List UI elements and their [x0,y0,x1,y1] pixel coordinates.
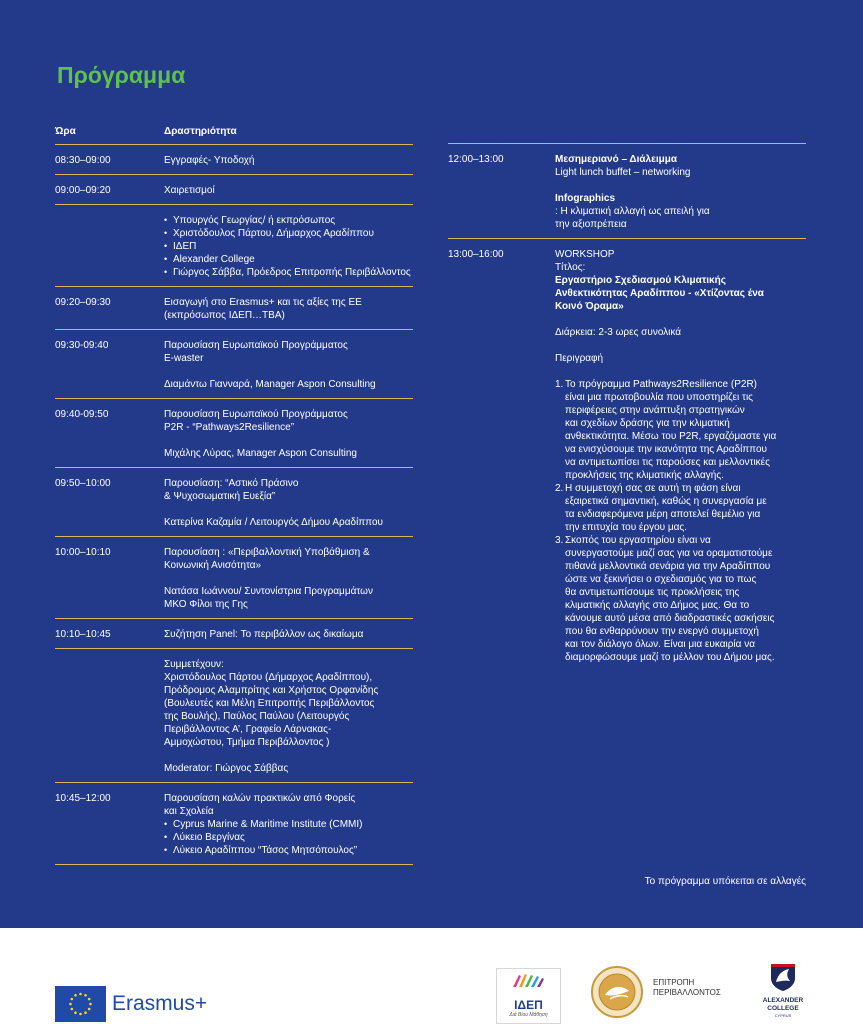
item-line: είναι μια πρωτοβουλία που υποστηρίζει τις [565,392,753,403]
item-number: 3. [555,535,564,546]
participants-label: Συμμετέχουν: [164,659,224,670]
row-text-line: και Σχολεία [164,806,214,817]
participants-line: της Βουλής), Παύλος Παύλου (Λειτουργός [164,711,350,722]
list-item [555,534,806,664]
ac-line: CYPRUS [774,1013,792,1018]
item-line: να αντιμετωπίσει τις παρούσες και μελλοντικές [565,457,770,468]
item-line: να ενισχύσουμε την ικανότητα της Αραδίππου [565,444,767,455]
table-row [55,468,413,537]
alexander-shield-icon [769,962,797,992]
list-item: • Γιώργος Σάββα, Πρόεδρος Επιτροπής Περιβάλλοντος [164,266,413,279]
item-line: Το πρόγραμμα Pathways2Resilience (P2R) [565,379,757,390]
item-line: κάνουμε αυτό μέσα από διαδραστικές ασκήσεις [565,613,775,624]
row-time: 09:40-09:50 [55,409,109,420]
env-line: ΕΠΙΤΡΟΠΗ [653,978,695,987]
item-line: Η συμμετοχή σας σε αυτή τη φάση είναι [565,483,741,494]
row-text-line: Παρουσίαση Ευρωπαϊκού Προγράμματος [164,340,348,351]
infographics-label: Infographics [555,193,616,204]
table-row [55,205,413,287]
env-line: ΠΕΡΙΒΑΛΛΟΝΤΟΣ [653,988,721,997]
table-row [55,145,413,175]
moderator: Moderator: Γιώργος Σάββας [164,763,289,774]
row-text-line: Εισαγωγή στο Erasmus+ και τις αξίες της ΕΕ [164,297,362,308]
table-row [55,619,413,649]
row-text: Εγγραφές- Υποδοχή [164,155,255,166]
page-title: Πρόγραμμα [57,62,186,88]
item-line: εξαιρετικά σημαντική, καθώς η συνεργασία με [565,496,767,507]
row-time: 10:45–12:00 [55,793,111,804]
schedule-left-column [55,124,413,865]
table-row [55,783,413,865]
participants-line: Χριστόδουλος Πάρτου (Δήμαρχος Αραδίππου), [164,672,373,683]
item-number: 2. [555,483,564,494]
table-row [55,537,413,619]
practice-list [164,818,413,857]
workshop-title: Ανθεκτικότητας Αραδίππου - «Χτίζοντας ένα [555,288,764,299]
item-line: και τον διάλογο όλων. Είναι μια ευκαιρία να [565,639,755,650]
participants-line: Περιβάλλοντος Α’, Γραφείο Λάρνακας- [164,724,332,735]
row-text-line: Παρουσίαση : «Περιβαλλοντική Υποβάθμιση & [164,547,370,558]
schedule-right-column [448,143,806,671]
item-number: 1. [555,379,564,390]
alexander-college-logo [760,962,806,1022]
footer [0,928,863,1024]
idep-mark-icon [509,973,549,989]
row-text-line: Παρουσίαση καλών πρακτικών από Φορείς [164,793,356,804]
item-line: κλιματικής αλλαγής στο Δήμος μας. Θα το [565,600,750,611]
idep-logo [496,968,561,1024]
idep-tagline: Διά Βίου Μάθηση [509,1012,548,1018]
row-text-line: & Ψυχοσωματική Ευεξία” [164,491,276,502]
environment-seal-icon [590,965,644,1019]
row-text: Χαιρετισμοί [164,185,215,196]
infographics-text: : Η κλιματική αλλαγή ως απειλή για [555,206,710,217]
list-item: • Χριστόδουλος Πάρτου, Δήμαρχος Αραδίππου [164,227,413,240]
row-time: 09:20–09:30 [55,297,111,308]
list-item: • ΙΔΕΠ [164,240,413,253]
speaker-name: Νατάσα Ιωάννου/ Συντονίστρια Προγραμμάτων [164,586,373,597]
row-text-line: Παρουσίαση Ευρωπαϊκού Προγράμματος [164,409,348,420]
item-line: που θα ενθαρρύνουν την ενεργό συμμετοχή [565,626,759,637]
item-line: θα αντιμετωπίσουμε τις προκλήσεις της [565,587,740,598]
eu-flag-icon [55,986,106,1022]
row-time: 10:10–10:45 [55,629,111,640]
workshop-title: Κοινό Όραμα» [555,301,624,312]
header-activity: Δραστηριότητα [164,126,237,137]
participants-line: Πρόδρομος Αλαμπρίτης και Χρήστος Ορφανίδης [164,685,379,696]
item-line: διαμορφώσουμε μαζί το μέλλον του Δήμου μας. [565,652,775,663]
item-line: ώστε να ξεκινήσει ο σχεδιασμός για το πως [565,574,757,585]
table-row [55,330,413,399]
erasmus-wordmark: Erasmus+ [112,992,208,1015]
item-line: πιθανά μελλοντικά σενάρια για την Αραδίππου [565,561,771,572]
speaker-name: Διαμάντω Γιανναρά, Manager Aspon Consulting [164,379,376,390]
list-item: • Λύκειο Αραδίππου “Τάσος Μητσόπουλος” [164,844,413,857]
workshop-label: WORKSHOP [555,249,615,260]
list-item [555,482,806,534]
row-text: Συζήτηση Panel: Το περιβάλλον ως δικαίωμα [164,629,364,640]
row-time: 09:30-09:40 [55,340,109,351]
table-row [448,143,806,239]
list-item: • Λύκειο Βεργίνας [164,831,413,844]
speaker-name: Κατερίνα Καζαμία / Λειτουργός Δήμου Αραδίππου [164,517,383,528]
description-label: Περιγραφή [555,353,604,364]
row-text-line: Παρουσίαση: “Αστικό Πράσινο [164,478,299,489]
participants-line: (Βουλευτές και Μέλη Επιτροπής Περιβάλλοντος [164,698,375,709]
environment-committee-name [653,978,721,998]
item-line: τα ενδιαφερόμενα μέρη αποτελεί θεμέλιο για [565,509,761,520]
infographics-text: την αξιοπρέπεια [555,219,627,230]
row-time: 09:50–10:00 [55,478,111,489]
list-item: • Cyprus Marine & Maritime Institute (CMMI) [164,818,413,831]
item-line: και σχεδίων δράσης για την κλιματική [565,418,730,429]
speaker-org: ΜΚΟ Φίλοι της Γης [164,599,248,610]
header-time: Ώρα [55,126,76,137]
workshop-title: Εργαστήριο Σχεδιασμού Κλιματικής [555,275,726,286]
list-item: • Alexander College [164,253,413,266]
table-row [55,649,413,783]
row-time: 09:00–09:20 [55,185,111,196]
idep-wordmark: ΙΔΕΠ [514,998,543,1012]
row-time: 12:00–13:00 [448,154,504,165]
speaker-name: Μιχάλης Λύρας, Manager Aspon Consulting [164,448,357,459]
participants-line: Αμμοχώστου, Τμήμα Περιβάλλοντος ) [164,737,330,748]
duration: Διάρκεια: 2-3 ωρες συνολικά [555,327,682,338]
list-item: • Υπουργός Γεωργίας/ ή εκπρόσωπος [164,214,413,227]
row-text-line: Κοινωνική Ανισότητα» [164,560,262,571]
row-text-line: P2R - “Pathways2Resilience” [164,422,295,433]
item-line: περιφέρειες στην ανάπτυξη στρατηγικών [565,405,745,416]
table-row [55,287,413,330]
row-time: 10:00–10:10 [55,547,111,558]
item-line: προκλήσεις της κλιματικής αλλαγής. [565,470,724,481]
erasmus-logo [55,986,207,1022]
ac-line: ALEXANDER [762,997,804,1004]
table-row [448,239,806,671]
item-line: συνεργαστούμε μαζί σας για να οραματιστούμε [565,548,773,559]
item-line: ανθεκτικότητα. Μέσω του P2R, εργαζόμαστε για [565,431,777,442]
change-notice: Το πρόγραμμα υπόκειται σε αλλαγές [644,876,806,887]
row-text-line: E-waster [164,353,204,364]
table-row [55,399,413,468]
lunch-title: Μεσημεριανό – Διάλειμμα [555,154,678,165]
row-time: 08:30–09:00 [55,155,111,166]
table-header [55,124,413,145]
item-line: Σκοπός του εργαστηρίου είναι να [565,535,711,546]
list-item [555,378,806,482]
title-label: Τίτλος: [555,262,586,273]
ac-line: COLLEGE [767,1005,799,1012]
description-list [555,378,806,664]
table-row [55,175,413,205]
row-text-line: (εκπρόσωπος ΙΔΕΠ…ΤΒΑ) [164,310,285,321]
item-line: την επιτυχία του έργου μας. [565,522,688,533]
lunch-detail: Light lunch buffet – networking [555,167,691,178]
row-time: 13:00–16:00 [448,249,504,260]
speaker-list [164,214,413,279]
